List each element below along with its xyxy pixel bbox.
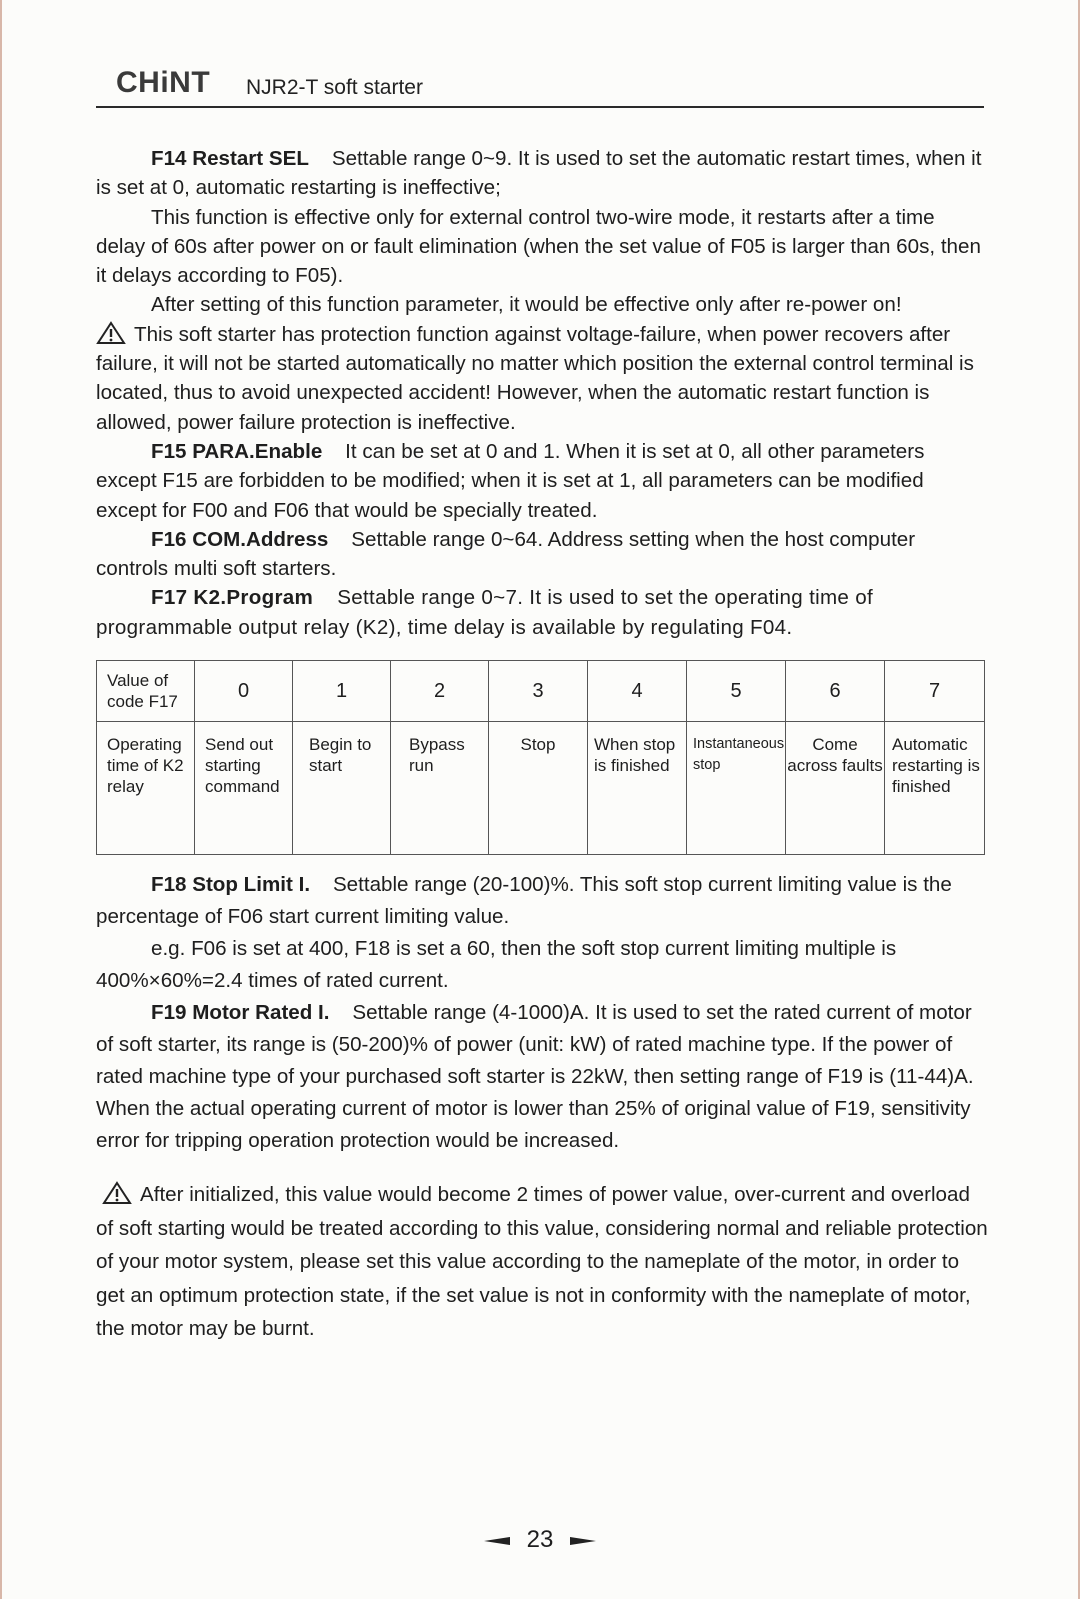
f17-table — [96, 660, 984, 846]
table-value-7: 7 — [885, 661, 985, 722]
page-footer — [0, 1526, 1080, 1554]
table-desc-2: Bypass run — [391, 722, 489, 855]
f17-text: Settable range 0~7. It is used to set the operating time of programmable output relay (K2), time delay is available by regulating F04. — [96, 586, 873, 639]
page-edge-left — [0, 0, 2, 1599]
f14-text: Settable range 0~9. It is used to set the automatic restart times, when it is set at 0, automatic restarting is ineffective; — [96, 147, 982, 200]
warning-icon — [102, 1181, 132, 1205]
f14-paragraph — [96, 144, 988, 203]
warning-text-2: After initialized, this value would become 2 times of power value, over-current and overload of soft starting would be treated according to this value, considering normal and reliable protection of your motor system, please set this value according to the nameplate of the motor, in order to get an optimum protection state, if the set value is not in conformity with the nameplate of motor, the motor may be burnt. — [96, 1183, 988, 1341]
section-warning-2 — [96, 1178, 988, 1346]
f17-paragraph — [96, 583, 988, 642]
table-value-5: 5 — [687, 661, 786, 722]
table-value-4: 4 — [588, 661, 687, 722]
table-desc-1: Begin to start — [293, 722, 391, 855]
table-row-label: Operating time of K2 relay — [97, 722, 195, 855]
f19-label: F19 Motor Rated I. — [151, 1001, 330, 1024]
table-value-2: 2 — [391, 661, 489, 722]
f18-label: F18 Stop Limit I. — [151, 873, 311, 896]
f16-label: F16 COM.Address — [151, 527, 329, 551]
f15-label: F15 PARA.Enable — [151, 439, 323, 463]
table-value-1: 1 — [293, 661, 391, 722]
table-value-0: 0 — [195, 661, 293, 722]
page-header — [96, 66, 984, 108]
table-header-label: Value of code F17 — [97, 661, 195, 722]
page-number: 23 — [526, 1526, 554, 1553]
table-desc-6: Come across faults — [786, 722, 885, 855]
arrow-right-icon — [570, 1535, 596, 1547]
f18-example: e.g. F06 is set at 400, F18 is set a 60, then the soft stop current limiting multiple is 400%×60%=2.4 times of rated current. — [96, 937, 897, 992]
table-value-3: 3 — [489, 661, 588, 722]
table-desc-4: When stop is finished — [588, 722, 687, 855]
table-header-row — [97, 661, 985, 722]
f14-paragraph-2: This function is effective only for external control two-wire mode, it restarts after a time delay of 60s after power on or fault elimination (when the set value of F05 is larger than 60s, then it delays according to F05). — [96, 205, 981, 288]
section-f18-f19 — [96, 869, 988, 1157]
table-desc-7: Automatic restarting is finished — [885, 722, 985, 855]
f19-paragraph — [96, 997, 988, 1157]
table-description-row — [97, 722, 985, 855]
warning-paragraph-1 — [96, 320, 988, 437]
table-desc-3: Stop — [489, 722, 588, 855]
f19-text: Settable range (4-1000)A. It is used to set the rated current of motor of soft starter, its range is (50-200)% of power (unit: kW) of rated machine type. If the power of rated machine type of your purchased soft starter is 22kW, then setting range of F19 is (11-44)A. When the actual operating current of motor is lower than 25% of original value of F19, sensitivity error for tripping operation protection would be increased. — [96, 1001, 974, 1152]
arrow-left-icon — [484, 1535, 510, 1547]
f15-text: It can be set at 0 and 1. When it is set at 0, all other parameters except F15 are forbidden to be modified; when it is set at 1, all parameters can be modified except for F00 and F06 that would be specially treated. — [96, 439, 925, 522]
warning-paragraph-2 — [96, 1178, 988, 1346]
table-desc-0: Send out starting command — [195, 722, 293, 855]
f17-label: F17 K2.Program — [151, 586, 314, 610]
f16-text: Settable range 0~64. Address setting when the host computer controls multi soft starters. — [96, 527, 916, 581]
chint-logo: CHiNT — [116, 66, 211, 99]
f15-paragraph — [96, 437, 988, 525]
table-value-6: 6 — [786, 661, 885, 722]
f16-paragraph — [96, 525, 988, 584]
f18-text: Settable range (20-100)%. This soft stop current limiting value is the percentage of F06 start current limiting value. — [96, 873, 952, 928]
f18-paragraph — [96, 869, 988, 933]
main-content — [96, 144, 988, 642]
document-title: NJR2-T soft starter — [246, 76, 423, 99]
warning-text-1: This soft starter has protection function against voltage-failure, when power recovers after failure, it will not be started automatically no matter which position the external control terminal is located, thus to avoid unexpected accident! However, when the automatic restart function is allowed, power failure protection is ineffective. — [96, 322, 974, 434]
warning-icon — [96, 321, 126, 345]
table-desc-5: Instantaneous stop — [687, 722, 786, 855]
f14-paragraph-3: After setting of this function parameter, it would be effective only after re-power on! — [151, 293, 902, 317]
f14-label: F14 Restart SEL — [151, 147, 309, 170]
